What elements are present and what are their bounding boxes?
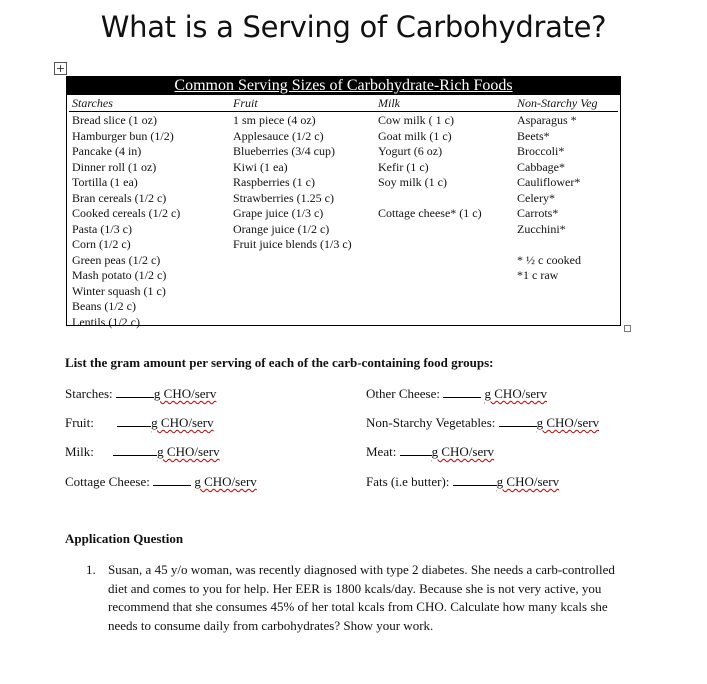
table-cell: Kefir (1 c) xyxy=(378,159,429,174)
table-cell: Beans (1/2 c) xyxy=(72,299,136,313)
answer-row-other-cheese xyxy=(366,386,547,402)
table-cell: Dinner roll (1 oz) xyxy=(72,159,157,174)
answer-row-meat xyxy=(366,444,494,460)
table-cell: Orange juice (1/2 c) xyxy=(233,221,330,236)
answer-blank[interactable] xyxy=(113,444,157,456)
table-cell: * ½ c cooked xyxy=(517,252,581,267)
table-cell: Pancake (4 in) xyxy=(72,144,142,158)
table-cell: Green peas (1/2 c) xyxy=(72,252,161,267)
table-cell: Raspberries (1 c) xyxy=(233,175,315,189)
table-cell: Bran cereals (1/2 c) xyxy=(72,190,167,205)
table-cell: Asparagus * xyxy=(517,113,577,127)
column-fruit xyxy=(233,113,352,253)
row-unit: g CHO/serv xyxy=(157,444,220,459)
column-header-fruit: Fruit xyxy=(233,96,258,110)
answer-row-fruit xyxy=(65,415,214,431)
table-cell: Tortilla (1 ea) xyxy=(72,175,138,189)
table-cell: Pasta (1/3 c) xyxy=(72,221,132,236)
table-title-bar xyxy=(67,77,620,95)
table-cell: Fruit juice blends (1/3 c) xyxy=(233,237,352,251)
column-milk xyxy=(378,113,482,222)
row-label: Fruit: xyxy=(65,415,94,430)
table-cell: Cabbage* xyxy=(517,159,565,174)
column-starches xyxy=(72,113,180,330)
column-veg xyxy=(517,113,581,284)
table-cell: Bread slice (1 oz) xyxy=(72,113,157,127)
column-header-veg: Non-Starchy Veg xyxy=(517,96,598,110)
table-cell xyxy=(517,237,581,253)
question-heading: List the gram amount per serving of each of the carb-containing food groups: xyxy=(65,355,494,370)
row-label: Non-Starchy Vegetables: xyxy=(366,415,496,430)
row-unit: g CHO/serv xyxy=(536,415,600,430)
table-cell: Applesauce (1/2 c) xyxy=(233,128,324,143)
row-unit: g CHO/serv xyxy=(151,415,214,430)
answer-blank[interactable] xyxy=(499,415,537,427)
column-header-starches: Starches xyxy=(72,96,113,110)
answer-row-starches xyxy=(65,386,216,402)
table-resize-handle[interactable] xyxy=(624,325,631,332)
table-cell: Cow milk ( 1 c) xyxy=(378,113,454,127)
application-heading: Application Question xyxy=(65,531,184,546)
table-cell: Kiwi (1 ea) xyxy=(233,159,288,174)
table-cell: Soy milk (1 c) xyxy=(378,175,447,189)
row-label: Milk: xyxy=(65,444,94,459)
table-cell: Celery* xyxy=(517,190,555,205)
table-cell: Yogurt (6 oz) xyxy=(378,144,443,158)
answer-blank[interactable] xyxy=(443,386,481,398)
table-title: Common Serving Sizes of Carbohydrate-Rich Foods xyxy=(174,77,513,94)
answer-row-milk xyxy=(65,444,220,460)
table-cell: 1 sm piece (4 oz) xyxy=(233,113,316,127)
answer-blank[interactable] xyxy=(153,474,191,486)
header-divider xyxy=(69,111,618,112)
row-label: Starches: xyxy=(65,386,113,401)
answer-row-non-starchy-veg xyxy=(366,415,599,431)
answer-blank[interactable] xyxy=(453,474,497,486)
question-text: Susan, a 45 y/o woman, was recently diagnosed with type 2 diabetes. She needs a carb-controlled diet and comes to you for help. Her EER is 1800 kcals/day. Because she is not very active, you recommend that she consumes 45% of her total kcals from CHO. Calculate how many kcals she needs to consume daily from carbohydrates? Show your work. xyxy=(108,562,615,633)
table-cell: Grape juice (1/3 c) xyxy=(233,206,324,220)
answer-row-fats xyxy=(366,474,559,490)
table-cell: Cauliflower* xyxy=(517,175,581,189)
table-cell: Blueberries (3/4 cup) xyxy=(233,144,335,158)
table-cell: Zucchini* xyxy=(517,221,566,236)
row-unit: g CHO/serv xyxy=(153,386,217,401)
table-cell: Mash potato (1/2 c) xyxy=(72,268,167,282)
table-cell: Strawberries (1.25 c) xyxy=(233,190,334,205)
table-cell: Cooked cereals (1/2 c) xyxy=(72,206,181,220)
question-number: 1. xyxy=(86,562,96,577)
row-label: Meat: xyxy=(366,444,397,459)
table-cell: *1 c raw xyxy=(517,268,559,282)
row-label: Other Cheese: xyxy=(366,386,441,401)
table-cell: Goat milk (1 c) xyxy=(378,128,452,143)
table-cell: Winter squash (1 c) xyxy=(72,283,166,298)
row-unit: g CHO/serv xyxy=(484,386,547,401)
row-label: Cottage Cheese: xyxy=(65,474,150,489)
answer-blank[interactable] xyxy=(117,415,151,427)
table-cell: Beets* xyxy=(517,128,550,143)
answer-blank[interactable] xyxy=(400,444,432,456)
table-cell: Lentils (1/2 c) xyxy=(72,314,140,329)
table-cell: Hamburger bun (1/2) xyxy=(72,128,174,143)
column-header-milk: Milk xyxy=(378,96,400,110)
row-label: Fats (i.e butter): xyxy=(366,474,450,489)
row-unit: g CHO/serv xyxy=(194,474,257,489)
answer-blank[interactable] xyxy=(116,386,154,398)
page-title: What is a Serving of Carbohydrate? xyxy=(100,10,607,44)
table-cell xyxy=(378,191,482,207)
table-cell: Carrots* xyxy=(517,206,559,220)
table-cell: Corn (1/2 c) xyxy=(72,237,131,251)
move-handle-icon[interactable]: + xyxy=(55,62,66,75)
row-unit: g CHO/serv xyxy=(496,474,560,489)
table-cell: Broccoli* xyxy=(517,144,565,158)
table-cell: Cottage cheese* (1 c) xyxy=(378,206,482,220)
answer-row-cottage-cheese xyxy=(65,474,257,490)
row-unit: g CHO/serv xyxy=(431,444,495,459)
serving-sizes-table xyxy=(66,76,621,329)
